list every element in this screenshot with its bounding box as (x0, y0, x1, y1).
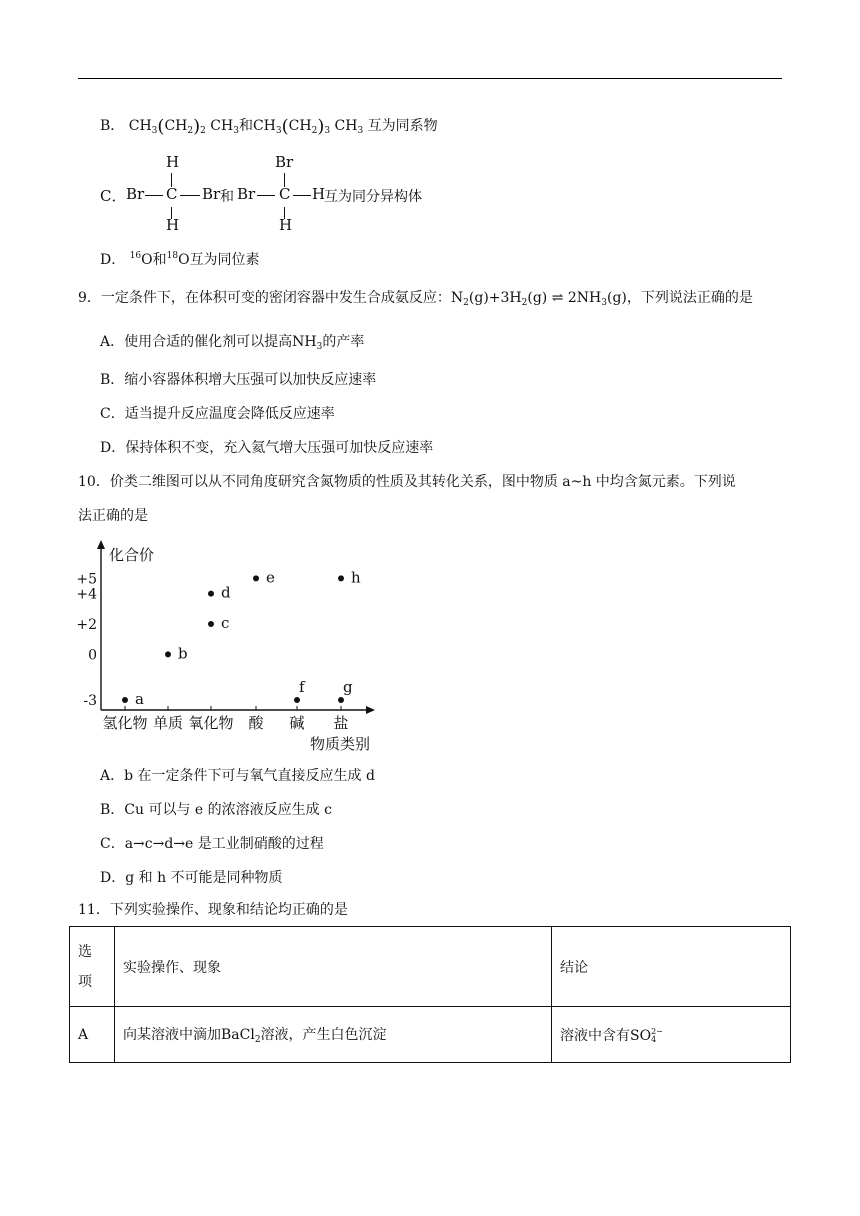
header-conclusion: 结论 (552, 927, 791, 1007)
atom-br: Br (126, 185, 145, 203)
conjunction: 和 (220, 189, 234, 205)
row-operation (115, 1007, 552, 1063)
header-operation: 实验操作、现象 (115, 927, 552, 1007)
table-header-row (70, 927, 791, 1007)
option-text: 互为同系物 (367, 118, 438, 134)
x-tick-label: 盐 (333, 714, 349, 732)
table-row (70, 1007, 791, 1063)
bond (180, 195, 200, 196)
data-label-b: b (178, 644, 188, 663)
data-label-f: f (299, 678, 305, 696)
option-text: 互为同分异构体 (324, 189, 422, 205)
experiment-table (69, 926, 791, 1063)
x-axis-label: 物质类别 (309, 735, 371, 753)
q8-option-b (100, 116, 438, 141)
x-axis-arrow (366, 706, 375, 714)
q9-option-c: C．适当提升反应温度会降低反应速率 (100, 406, 335, 422)
data-label-a: a (135, 690, 144, 708)
isotope-18: $^{18}$O (166, 251, 190, 268)
option-label: C． (100, 187, 127, 205)
q11-stem: 11．下列实验操作、现象和结论均正确的是 (78, 902, 348, 918)
option-label: D． (100, 252, 126, 268)
data-point-d (208, 591, 214, 597)
header-rule (78, 78, 782, 79)
atom-br: Br (237, 185, 256, 203)
data-point-f (294, 697, 300, 703)
q10-option-b: B．Cu 可以与 e 的浓溶液反应生成 c (100, 802, 332, 818)
x-tick-label: 氢化物 (102, 714, 148, 732)
row-option: A (70, 1007, 115, 1063)
x-tick-label: 氧化物 (188, 714, 234, 732)
x-tick-label: 酸 (248, 714, 264, 732)
cell-text: 向某溶液中滴加 (123, 1027, 221, 1043)
data-label-e: e (266, 568, 275, 587)
q10-option-a: A．b 在一定条件下可与氧气直接反应生成 d (100, 768, 375, 784)
stem-text: 9．一定条件下，在体积可变的密闭容器中发生合成氨反应： (78, 290, 451, 306)
q10-stem-line1: 10．价类二维图可以从不同角度研究含氮物质的性质及其转化关系，图中物质 a~h 中均含氮元素。下列说 (78, 474, 736, 490)
y-tick-label: +4 (76, 586, 97, 603)
atom-h: H (312, 185, 326, 203)
q8-option-c (100, 152, 440, 232)
formula-bacl2: BaCl$_2$ (221, 1027, 261, 1045)
atom-br: Br (202, 185, 221, 203)
data-point-e (253, 575, 259, 581)
atom-h: H (279, 216, 293, 234)
header-option-char: 项 (78, 973, 92, 990)
data-point-g (338, 697, 344, 703)
q10-option-c: C．a→c→d→e 是工业制硝酸的过程 (100, 836, 324, 852)
atom-c: C (279, 185, 291, 203)
q10-option-d: D．g 和 h 不可能是同种物质 (100, 870, 283, 886)
bond (257, 195, 275, 196)
data-label-d: d (221, 583, 231, 602)
conjunction: 和 (238, 118, 253, 134)
data-label-g: g (343, 678, 353, 696)
y-tick-label: +2 (76, 617, 97, 633)
bond (293, 195, 311, 196)
q9-option-a (100, 332, 364, 357)
header-option (70, 927, 115, 1007)
valence-category-chart (76, 536, 390, 753)
header-option-char: 选 (78, 943, 92, 960)
q9-option-b: B．缩小容器体积增大压强可以加快反应速率 (100, 372, 377, 388)
atom-c: C (166, 185, 178, 203)
q8-option-d (100, 246, 260, 270)
q10-stem-line2: 法正确的是 (78, 508, 148, 524)
x-tick-label: 单质 (152, 714, 184, 732)
atom-h: H (166, 216, 180, 234)
cell-text: 溶液中含有 (560, 1027, 630, 1044)
q9-stem (78, 288, 753, 313)
row-conclusion (552, 1007, 791, 1063)
y-tick-label: +5 (76, 571, 97, 588)
data-point-h (338, 575, 344, 581)
option-text: 互为同位素 (189, 252, 260, 268)
formula-so4: SO 2− 4 (630, 1026, 663, 1044)
atom-h: H (166, 153, 180, 171)
reaction-equation: $N_2(g)+3H_2(g)$ ⇌ $2NH_3(g)$ (450, 290, 627, 308)
formula-1: $CH_3(CH_2)_2$ $CH_3$ (128, 116, 239, 137)
formula-nh3: $NH_3$ (292, 334, 323, 352)
x-tick-label: 碱 (289, 714, 305, 732)
data-label-h: h (351, 568, 361, 587)
y-tick-label: -3 (83, 693, 97, 709)
isotope-16: $^{16}$O (129, 251, 153, 268)
y-axis-label: 化合价 (109, 546, 155, 564)
bond (145, 195, 163, 196)
data-point-a (122, 697, 128, 703)
data-label-c: c (221, 614, 230, 632)
y-axis-arrow (97, 540, 105, 549)
conjunction: 和 (152, 252, 167, 268)
option-text: A．使用合适的催化剂可以提高 (100, 334, 293, 350)
y-tick-label: 0 (88, 647, 97, 664)
q9-option-d: D．保持体积不变，充入氦气增大压强可加快反应速率 (100, 440, 434, 456)
option-label: B． (100, 118, 125, 134)
data-point-c (208, 621, 214, 627)
formula-2: $CH_3(CH_2)_3$ $CH_3$ (252, 116, 364, 137)
atom-br: Br (275, 153, 294, 171)
cell-text: 溶液，产生白色沉淀 (260, 1027, 387, 1043)
data-point-b (165, 651, 171, 657)
stem-text: ，下列说法正确的是 (626, 290, 753, 306)
option-text: 的产率 (322, 334, 365, 350)
